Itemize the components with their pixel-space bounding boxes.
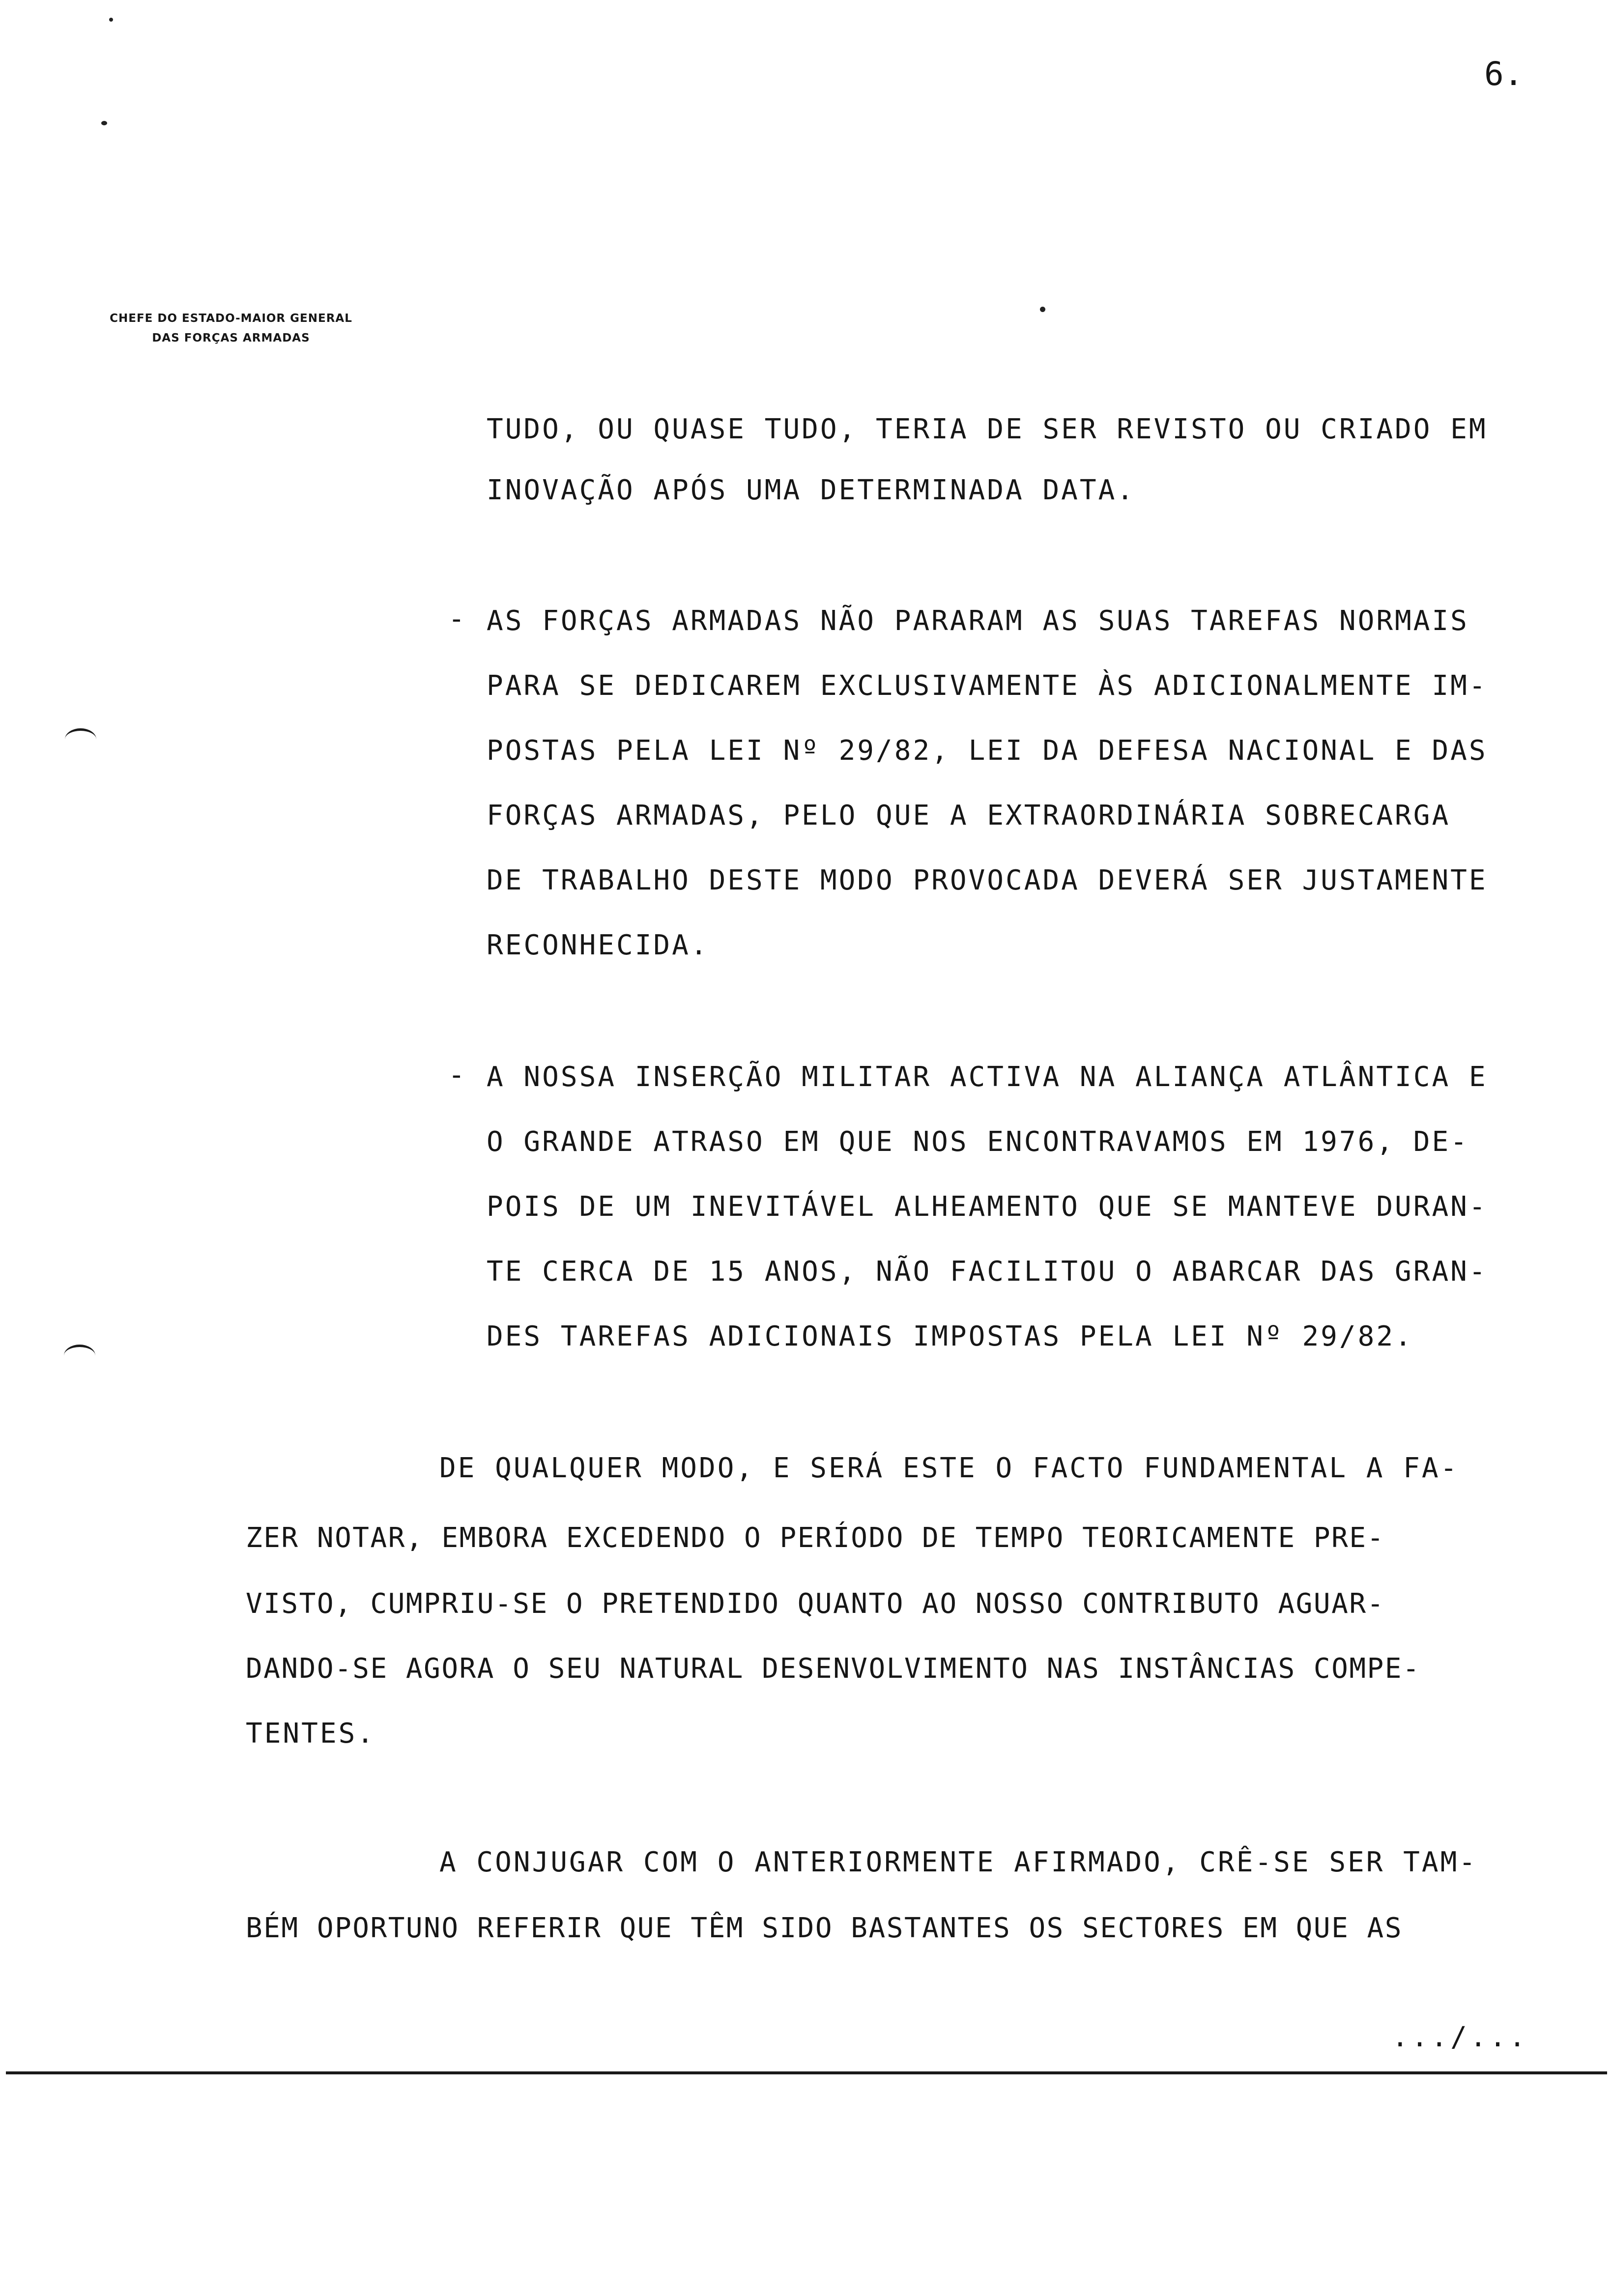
binding-mark: [64, 1345, 95, 1367]
text-line: DE QUALQUER MODO, E SERÁ ESTE O FACTO FUNDAMENTAL A FA-: [439, 1452, 1459, 1484]
text-line: TUDO, OU QUASE TUDO, TERIA DE SER REVISTO OU CRIADO EM: [487, 413, 1488, 445]
scan-speck: [101, 121, 107, 125]
text-line: RECONHECIDA.: [487, 929, 709, 961]
text-line: POIS DE UM INEVITÁVEL ALHEAMENTO QUE SE MANTEVE DURAN-: [487, 1191, 1488, 1223]
text-line: INOVAÇÃO APÓS UMA DETERMINADA DATA.: [487, 474, 1136, 506]
text-line: FORÇAS ARMADAS, PELO QUE A EXTRAORDINÁRIA SOBRECARGA: [487, 800, 1451, 832]
text-line: DES TAREFAS ADICIONAIS IMPOSTAS PELA LEI Nº 29/82.: [487, 1320, 1413, 1352]
text-line: A NOSSA INSERÇÃO MILITAR ACTIVA NA ALIANÇA ATLÂNTICA E: [487, 1061, 1488, 1093]
scan-speck: [109, 18, 113, 22]
scan-speck: [1040, 307, 1045, 312]
text-line: O GRANDE ATRASO EM QUE NOS ENCONTRAVAMOS EM 1976, DE-: [487, 1126, 1469, 1158]
text-line: DE TRABALHO DESTE MODO PROVOCADA DEVERÁ SER JUSTAMENTE: [487, 864, 1488, 896]
binding-mark: [65, 728, 96, 750]
letterhead-line-1: CHEFE DO ESTADO-MAIOR GENERAL: [110, 312, 352, 325]
continuation-marker: .../...: [1392, 2021, 1529, 2053]
text-line: VISTO, CUMPRIU-SE O PRETENDIDO QUANTO AO NOSSO CONTRIBUTO AGUAR-: [246, 1588, 1385, 1620]
text-line: PARA SE DEDICAREM EXCLUSIVAMENTE ÀS ADICIONALMENTE IM-: [487, 670, 1488, 702]
text-line: TE CERCA DE 15 ANOS, NÃO FACILITOU O ABARCAR DAS GRAN-: [487, 1256, 1488, 1288]
text-line: TENTES.: [246, 1718, 376, 1750]
text-line: A CONJUGAR COM O ANTERIORMENTE AFIRMADO, CRÊ-SE SER TAM-: [439, 1846, 1478, 1878]
bullet-dash: -: [448, 1059, 465, 1091]
text-line: ZER NOTAR, EMBORA EXCEDENDO O PERÍODO DE TEMPO TEORICAMENTE PRE-: [246, 1522, 1385, 1554]
letterhead-line-2: DAS FORÇAS ARMADAS: [152, 332, 310, 344]
bullet-dash: -: [448, 603, 465, 635]
text-line: POSTAS PELA LEI Nº 29/82, LEI DA DEFESA NACIONAL E DAS: [487, 735, 1488, 767]
text-line: DANDO-SE AGORA O SEU NATURAL DESENVOLVIMENTO NAS INSTÂNCIAS COMPE-: [246, 1653, 1421, 1685]
letterhead: [59, 309, 403, 348]
footer-rule: [6, 2071, 1607, 2074]
page-number: 6.: [1484, 55, 1524, 93]
text-line: BÉM OPORTUNO REFERIR QUE TÊM SIDO BASTANTES OS SECTORES EM QUE AS: [246, 1912, 1403, 1944]
text-line: AS FORÇAS ARMADAS NÃO PARARAM AS SUAS TAREFAS NORMAIS: [487, 605, 1469, 637]
